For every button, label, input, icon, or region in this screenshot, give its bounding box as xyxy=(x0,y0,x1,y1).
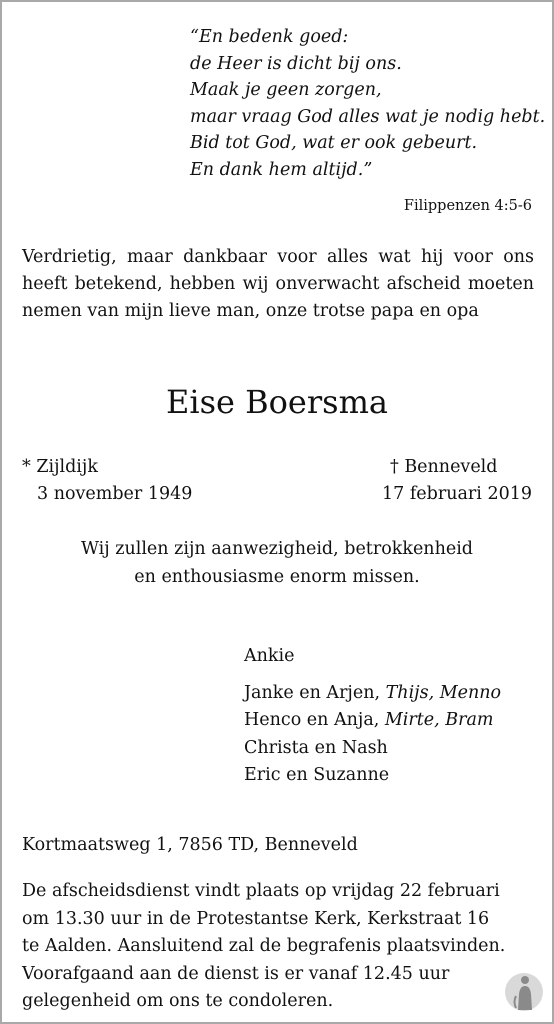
child-couple: Eric en Suzanne xyxy=(244,765,390,785)
deceased-name: Eise Boersma xyxy=(166,383,388,421)
quote-source: Filippenzen 4:5-6 xyxy=(403,198,532,214)
service-details xyxy=(22,878,505,1016)
tribute-line: en enthousiasme enorm missen. xyxy=(134,567,420,587)
family-row xyxy=(244,762,501,790)
quote-line: de Heer is dicht bij ons. xyxy=(190,53,402,74)
service-line: om 13.30 uur in de Protestantse Kerk, Kerkstraat 16 xyxy=(22,908,490,929)
family-row xyxy=(244,707,501,735)
child-couple: Janke en Arjen, xyxy=(244,682,386,703)
family-row xyxy=(244,680,501,708)
family-row xyxy=(244,735,501,763)
grandchildren: Thijs, Menno xyxy=(385,682,502,703)
child-couple: Henco en Anja, xyxy=(244,710,385,730)
bible-quote xyxy=(190,24,545,183)
death-info xyxy=(382,454,532,508)
intro-text: Verdrietig, maar dankbaar voor alles wat hij voor ons heeft betekend, hebben wij onverwacht afscheid moeten nemen van mijn lieve man, onze trotse papa en opa xyxy=(22,247,534,321)
service-line: Voorafgaand aan de dienst is er vanaf 12.45 uur xyxy=(22,963,450,984)
quote-line: En dank hem altijd.” xyxy=(190,159,373,180)
tribute-text xyxy=(2,535,552,591)
quote-line: “En bedenk goed: xyxy=(190,27,349,47)
tribute-line: Wij zullen zijn aanwezigheid, betrokkenheid xyxy=(80,539,473,559)
quote-line: Maak je geen zorgen, xyxy=(190,80,382,100)
home-address: Kortmaatsweg 1, 7856 TD, Benneveld xyxy=(22,835,358,855)
death-place: † Benneveld xyxy=(390,457,498,477)
quote-line: Bid tot God, wat er ook gebeurt. xyxy=(190,133,478,153)
family-list xyxy=(244,643,501,790)
child-couple: Christa en Nash xyxy=(244,737,388,758)
service-line: De afscheidsdienst vindt plaats op vrijdag 22 februari xyxy=(22,881,500,901)
birth-info xyxy=(22,454,192,508)
figure-emblem-icon xyxy=(504,970,544,1014)
death-date: 17 februari 2019 xyxy=(382,484,532,504)
wife-name: Ankie xyxy=(244,646,295,666)
quote-line: maar vraag God alles wat je nodig hebt. xyxy=(190,106,546,127)
grandchildren: Mirte, Bram xyxy=(384,710,494,730)
service-line: gelegenheid om ons te condoleren. xyxy=(22,991,334,1011)
service-line: te Aalden. Aansluitend zal de begrafenis plaatsvinden. xyxy=(22,936,506,956)
birth-place: * Zijldijk xyxy=(22,457,98,477)
birth-date: 3 november 1949 xyxy=(37,484,193,504)
